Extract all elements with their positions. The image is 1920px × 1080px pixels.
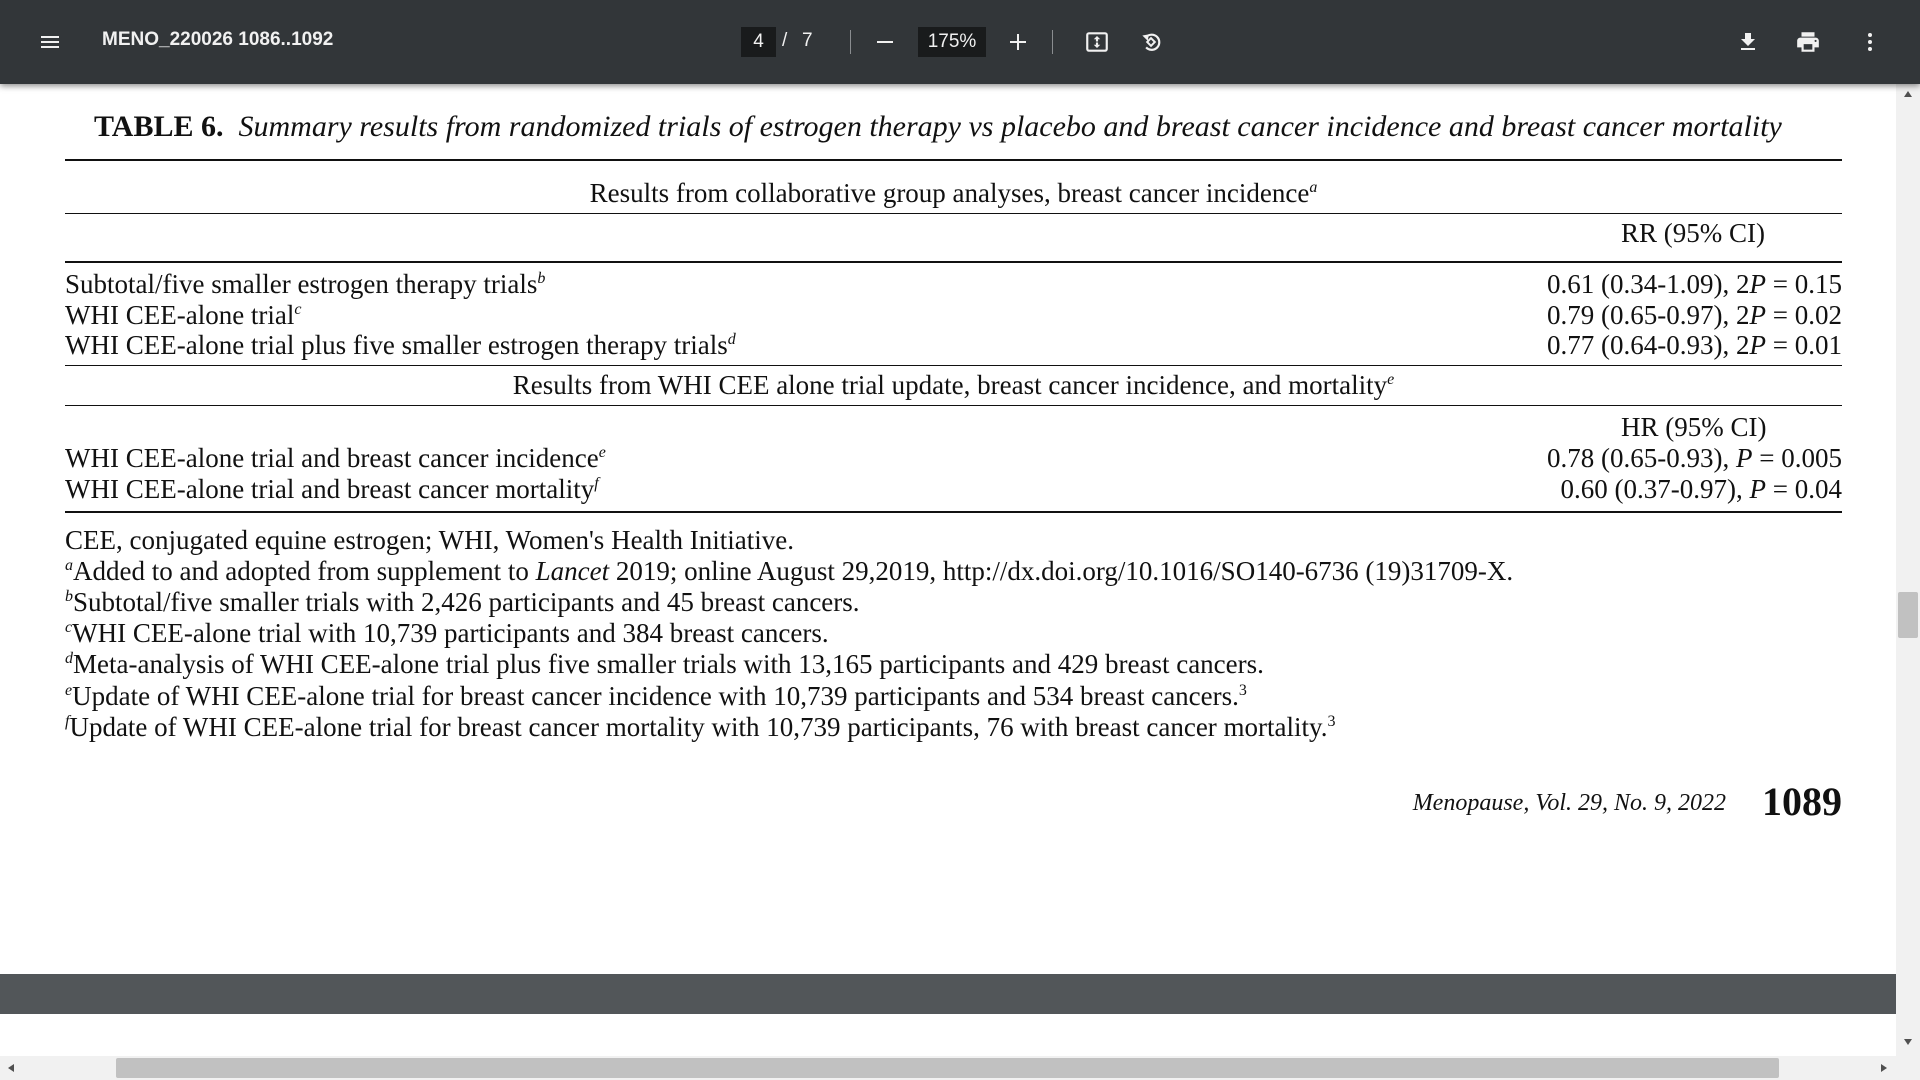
footnote-d: $^d$Meta-analysis of WHI CEE-alone trial plus five smaller trials with 13,165 participants and 429 breast cancers.	[65, 649, 1264, 679]
rotate-button[interactable]	[1131, 22, 1171, 62]
table-row-value: 0.77 (0.64-0.93), 2P = 0.01	[1547, 330, 1842, 360]
next-pdf-page	[0, 1014, 1896, 1056]
arrow-down-icon	[1903, 1038, 1913, 1046]
rotate-icon	[1138, 29, 1164, 55]
table-rule	[65, 365, 1842, 366]
print-button[interactable]	[1788, 22, 1828, 62]
print-icon	[1795, 29, 1821, 55]
table-row-value: 0.61 (0.34-1.09), 2P = 0.15	[1547, 269, 1842, 299]
footnote-f: $^f$Update of WHI CEE-alone trial for breast cancer mortality with 10,739 participants, 76 with breast cancer mortality.$^3$	[65, 712, 1336, 742]
document-title: MENO_220026 1086..1092	[102, 29, 334, 50]
table-row-label: WHI CEE-alone trial$^c$	[65, 300, 302, 330]
table-row-value: 0.60 (0.37-0.97), P = 0.04	[1560, 474, 1842, 504]
table-row-label: WHI CEE-alone trial and breast cancer incidence$^e$	[65, 443, 606, 473]
horizontal-scroll-thumb[interactable]	[116, 1058, 1779, 1078]
menu-button[interactable]	[30, 22, 70, 62]
scroll-left-arrow[interactable]	[5, 1062, 17, 1074]
pdf-toolbar	[0, 0, 1920, 84]
column-header-rr: RR (95% CI)	[1621, 218, 1765, 248]
footnote-c: $^c$WHI CEE-alone trial with 10,739 participants and 384 breast cancers.	[65, 618, 829, 648]
table-title: Summary results from randomized trials of estrogen therapy vs placebo and breast cancer incidence and breast cancer mortality	[238, 110, 1782, 143]
toolbar-divider	[1052, 30, 1053, 54]
section-heading-update: Results from WHI CEE alone trial update, breast cancer incidence, and mortality$^e$	[512, 370, 1395, 400]
pdf-page	[0, 84, 1896, 974]
zoom-in-button[interactable]	[999, 22, 1037, 62]
vertical-scroll-thumb[interactable]	[1898, 592, 1918, 638]
more-vert-icon	[1858, 30, 1882, 54]
arrow-up-icon	[1903, 90, 1913, 98]
journal-citation: Menopause, Vol. 29, No. 9, 2022	[1412, 790, 1726, 816]
footnote-a: $^a$Added to and adopted from supplement to Lancet 2019; online August 29,2019, http://dx.doi.org/10.1016/SO140-6736 (19)31709-X.	[65, 556, 1514, 586]
table-row-label: WHI CEE-alone trial plus five smaller estrogen therapy trials$^d$	[65, 330, 736, 360]
table-rule	[65, 261, 1842, 263]
table-row-label: WHI CEE-alone trial and breast cancer mortality$^f$	[65, 474, 599, 504]
zoom-in-icon	[1006, 30, 1030, 54]
document-viewport[interactable]	[0, 84, 1896, 1056]
page-separator: /	[782, 30, 788, 51]
zoom-level-input[interactable]: 175%	[918, 27, 986, 57]
table-caption	[94, 110, 1844, 144]
page-number: 1089	[1762, 779, 1842, 824]
table-rule	[65, 159, 1842, 161]
table-rule	[65, 213, 1842, 214]
arrow-left-icon	[7, 1063, 15, 1073]
table-row-value: 0.78 (0.65-0.93), P = 0.005	[1547, 443, 1842, 473]
page-number-input[interactable]: 4	[741, 27, 776, 57]
scroll-right-arrow[interactable]	[1878, 1062, 1890, 1074]
download-button[interactable]	[1728, 22, 1768, 62]
table-rule	[65, 405, 1842, 406]
footnote-b: $^b$Subtotal/five smaller trials with 2,426 participants and 45 breast cancers.	[65, 587, 860, 617]
toolbar-divider	[850, 30, 851, 54]
fit-to-page-button[interactable]	[1077, 22, 1117, 62]
table-row-value: 0.79 (0.65-0.97), 2P = 0.02	[1547, 300, 1842, 330]
zoom-out-icon	[873, 30, 897, 54]
zoom-out-button[interactable]	[867, 22, 903, 62]
vertical-scrollbar[interactable]	[1896, 84, 1920, 1056]
scroll-down-arrow[interactable]	[1902, 1036, 1914, 1048]
menu-icon	[38, 30, 62, 54]
arrow-right-icon	[1880, 1063, 1888, 1073]
more-actions-button[interactable]	[1850, 22, 1890, 62]
download-icon	[1736, 30, 1760, 54]
fit-page-icon	[1084, 29, 1110, 55]
footnote-abbreviations: CEE, conjugated equine estrogen; WHI, Women's Health Initiative.	[65, 525, 794, 555]
section-heading-incidence: Results from collaborative group analyses, breast cancer incidence$^a$	[589, 178, 1318, 208]
table-label: TABLE 6.	[94, 110, 224, 143]
column-header-hr: HR (95% CI)	[1621, 412, 1767, 442]
page-gap	[0, 974, 1896, 1014]
table-rule	[65, 511, 1842, 513]
table-row-label: Subtotal/five smaller estrogen therapy trials$^b$	[65, 269, 546, 299]
footnote-e: $^e$Update of WHI CEE-alone trial for breast cancer incidence with 10,739 participants and 534 breast cancers.$^3$	[65, 681, 1247, 711]
scroll-up-arrow[interactable]	[1902, 88, 1914, 100]
total-pages: 7	[802, 30, 813, 51]
